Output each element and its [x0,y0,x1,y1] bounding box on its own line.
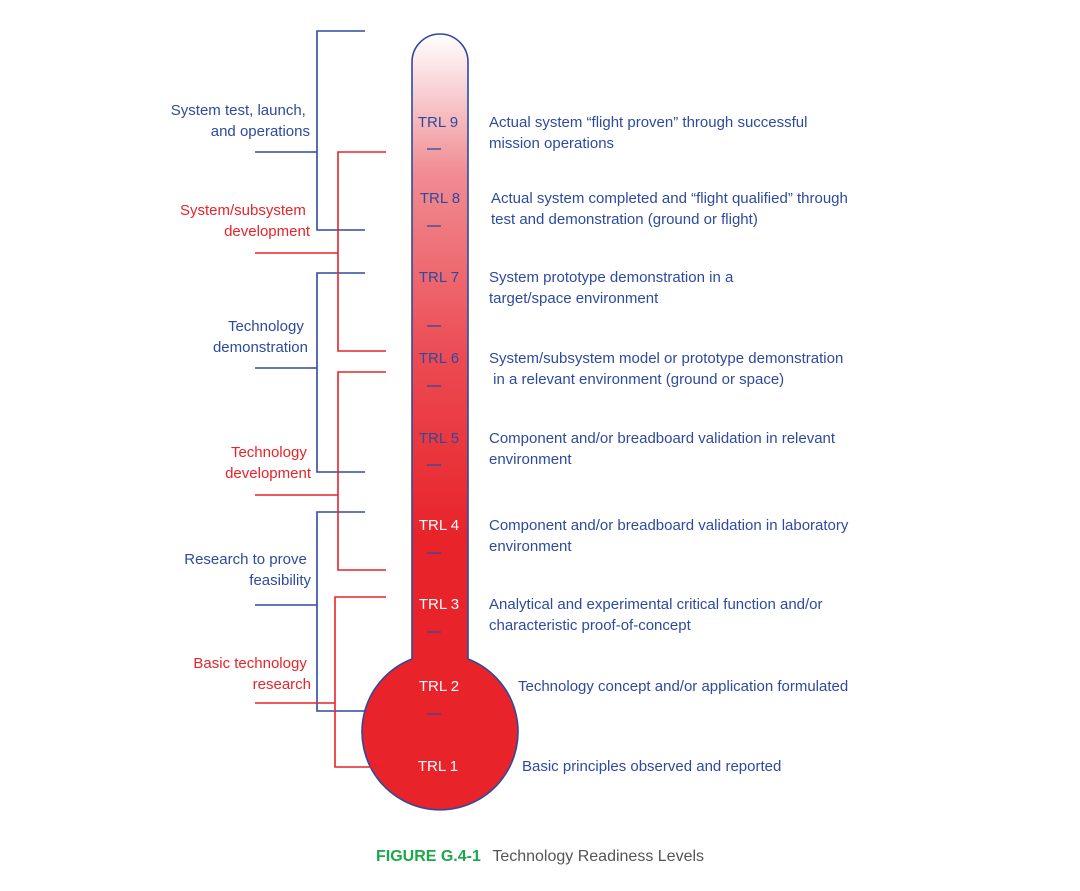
phase-line: and operations [210,123,310,140]
phase-line: development [225,465,311,482]
trl-9-description [489,114,812,152]
phase-basic-research-label [193,655,311,693]
phase-line: demonstration [212,339,308,356]
trl-5-description [489,430,839,468]
trl-5-label: TRL 5 [418,430,460,447]
trl-1-desc-line-1: Basic principles observed and reported [522,758,782,775]
trl-5-desc-line-1: Component and/or breadboard validation in relevant [489,430,836,447]
phase-line: System test, launch, [170,102,306,119]
trl-8-description [491,190,852,228]
phase-system-development-label [180,202,311,240]
phase-line: Technology [227,318,304,335]
figure-caption [376,848,704,865]
phase-line: Research to prove [184,551,307,568]
phase-technology-demonstration-label [213,318,308,356]
trl-4-description [489,517,853,555]
trl-2-description [518,678,848,695]
trl-8-desc-line-1: Actual system completed and “flight qualified” through [491,190,848,207]
trl-2-desc-line-1: Technology concept and/or application formulated [518,678,849,695]
trl-4-label: TRL 4 [418,517,460,534]
trl-1-label: TRL 1 [417,758,459,775]
trl-7-desc-line-1: System prototype demonstration in a [489,269,734,286]
phase-line: development [224,223,310,240]
trl-7-description [489,269,737,307]
trl-6-desc-line-2: in a relevant environment (ground or space) [489,371,785,388]
phase-system-test-label [171,102,310,140]
trl-8-desc-line-2: test and demonstration (ground or flight) [491,211,758,228]
trl-2-label: TRL 2 [418,678,460,695]
trl-3-desc-line-2: characteristic proof-of-concept [489,617,691,634]
trl-8-label: TRL 8 [419,190,461,207]
trl-6-desc-line-1: System/subsystem model or prototype demonstration [489,350,844,367]
trl-9-desc-line-2: mission operations [489,135,615,152]
trl-3-desc-line-1: Analytical and experimental critical function and/or [489,596,823,613]
phase-line: System/subsystem [179,202,306,219]
trl-7-label: TRL 7 [418,269,460,286]
phase-line: Basic technology [193,655,307,672]
caption-title: Technology Readiness Levels [492,848,705,865]
trl-3-description [489,596,827,634]
phase-line: Technology [230,444,307,461]
trl-4-desc-line-1: Component and/or breadboard validation in laboratory [489,517,849,534]
phase-research-feasibility-label [184,551,311,589]
trl-7-desc-line-2: target/space environment [489,290,659,307]
trl-5-desc-line-2: environment [489,451,572,468]
caption-figure-number: FIGURE G.4-1 [375,848,481,865]
trl-9-label: TRL 9 [417,114,459,131]
phase-line: feasibility [249,572,311,589]
trl-9-desc-line-1: Actual system “flight proven” through successful [489,114,808,131]
phase-technology-development-label [225,444,312,482]
phase-line: research [252,676,311,693]
trl-1-description [522,758,781,775]
trl-4-desc-line-2: environment [489,538,572,555]
trl-3-label: TRL 3 [418,596,460,613]
trl-6-label: TRL 6 [418,350,460,367]
trl-6-description [489,350,848,388]
